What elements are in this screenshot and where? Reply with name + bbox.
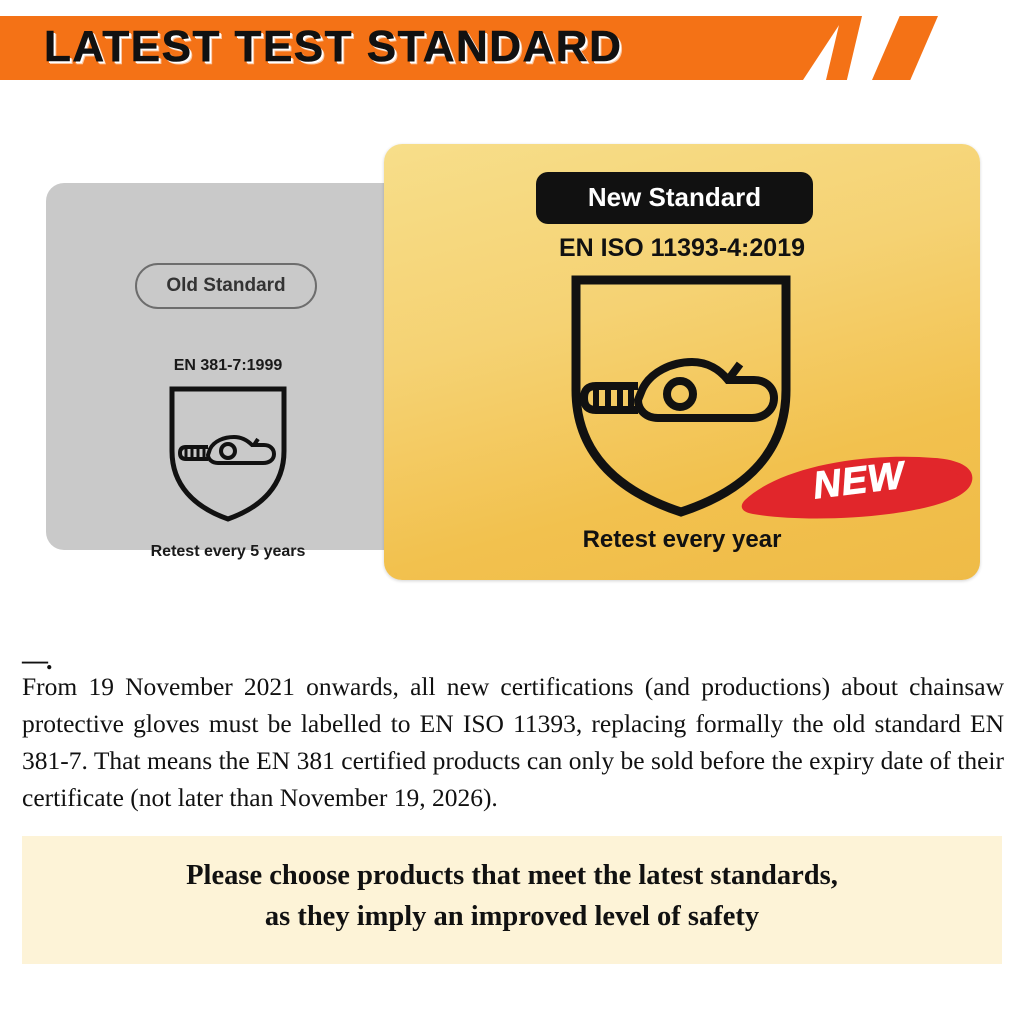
header-banner	[0, 16, 1024, 80]
footer-line-1: Please choose products that meet the latest standards,	[186, 860, 838, 891]
new-stamp	[739, 444, 979, 526]
old-standard-badge: Old Standard	[135, 263, 317, 309]
new-standard-code: EN ISO 11393-4:2019	[559, 234, 805, 262]
new-stamp-label: NEW	[810, 454, 907, 508]
page-title: LATEST TEST STANDARD	[44, 22, 623, 71]
footer-line-2: as they imply an improved level of safety	[264, 901, 760, 932]
old-standard-retest: Retest every 5 years	[150, 543, 306, 560]
footer-callout	[22, 836, 1002, 964]
old-standard-code: EN 381-7:1999	[173, 357, 283, 374]
body-paragraph: From 19 November 2021 onwards, all new certifications (and productions) about chainsaw protective gloves must be labelled to EN ISO 11393, replacing formally the old standard EN 381-7. That means the EN 381 certified products can only be sold before the expiry date of their certificate (not later than November 19, 2026).	[22, 672, 1004, 812]
new-standard-retest: Retest every year	[582, 526, 782, 553]
standards-comparison	[0, 140, 1024, 600]
lead-dash: —.	[22, 646, 51, 675]
new-standard-badge: New Standard	[536, 172, 813, 224]
new-standard-card	[384, 144, 980, 580]
old-standard-card	[46, 183, 410, 560]
chainsaw-shield-icon	[166, 383, 290, 523]
banner-slash-2	[872, 16, 938, 80]
